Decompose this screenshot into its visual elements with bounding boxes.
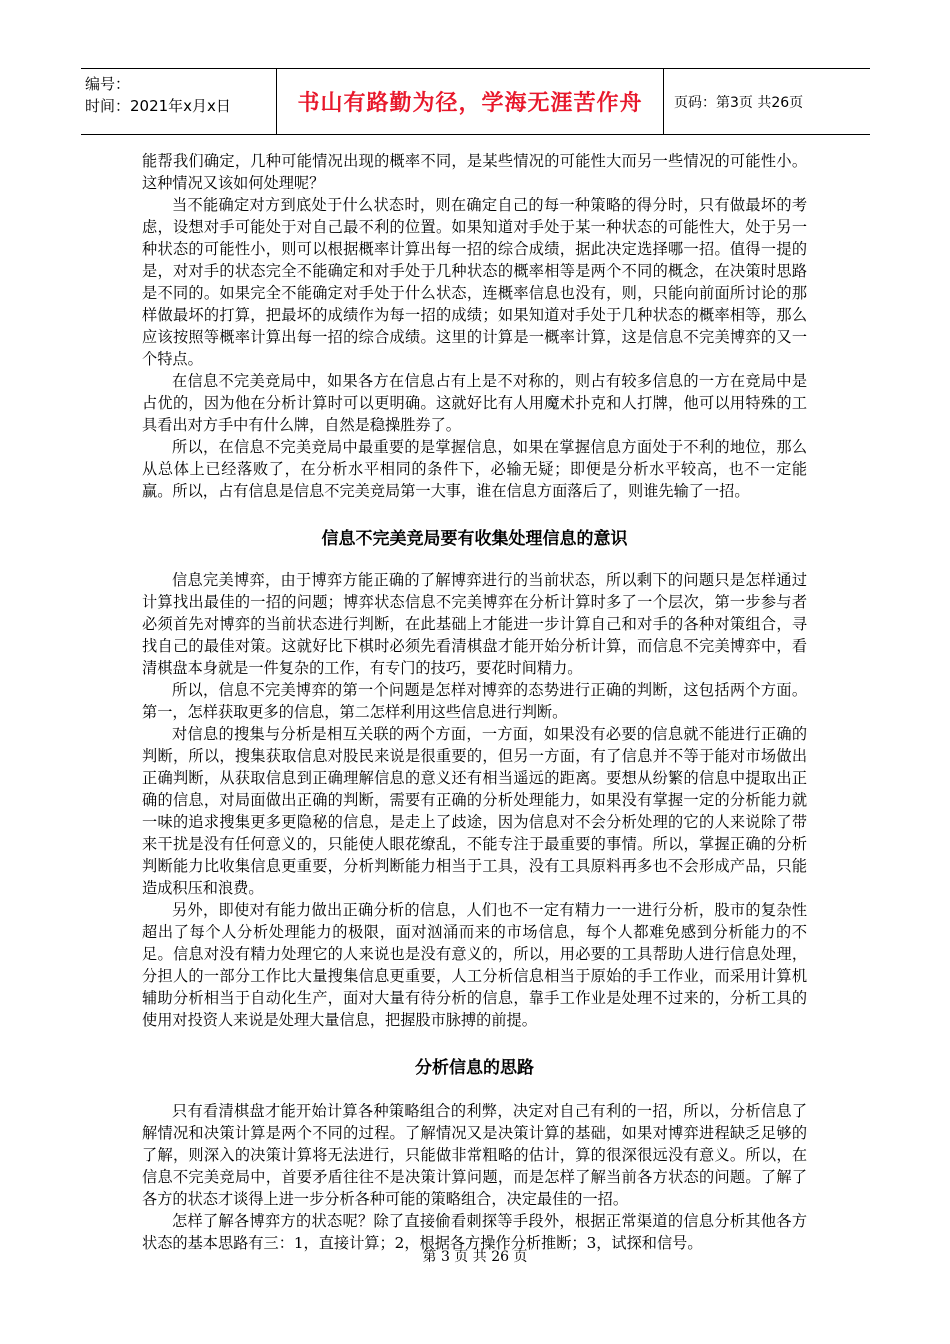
paragraph: 另外，即使对有能力做出正确分析的信息，人们也不一定有精力一一进行分析，股市的复杂性超出了每个人分析处理能力的极限，面对汹涌而来的市场信息，每个人都难免感到分析能力的不足。信息对没有精力处理它的人来说也是没有意义的，所以，用必要的工具帮助人进行信息处理，分担人的一部分工作比大量搜集信息更重要，人工分析信息相当于原始的手工作业，而采用计算机辅助分析相当于自动化生产，面对大量有待分析的信息，靠手工作业是处理不过来的，分析工具的使用对投资人来说是处理大量信息，把握股市脉搏的前提。 — [142, 901, 807, 1029]
paragraph: 信息完美博弈，由于博弈方能正确的了解博弈进行的当前状态，所以剩下的问题只是怎样通过计算找出最佳的一招的问题；博弈状态信息不完美博弈在分析计算时多了一个层次，第一步参与者必须首先对博弈的当前状态进行判断，在此基础上才能进一步计算自己和对手的各种对策组合，寻找自己的最佳对策。这就好比下棋时必须先看清棋盘才能开始分析计算，而信息不完美博弈中，看清棋盘本身就是一件复杂的工作，有专门的技巧，要花时间精力。 — [142, 571, 807, 677]
header-page-info: 页码：第3页 共26页 — [674, 94, 804, 111]
document-number-label: 编号： — [85, 75, 131, 93]
header-motto: 书山有路勤为径，学海无涯苦作舟 — [297, 91, 643, 116]
document-time-label: 时间：2021年x月x日 — [85, 97, 231, 115]
header-motto-cell — [277, 69, 664, 134]
paragraph: 所以，信息不完美博弈的第一个问题是怎样对博弈的态势进行正确的判断，这包括两个方面。第一，怎样获取更多的信息，第二怎样利用这些信息进行判断。 — [142, 681, 807, 721]
paragraph: 只有看清棋盘才能开始计算各种策略组合的利弊，决定对自己有利的一招，所以，分析信息了解情况和决策计算是两个不同的过程。了解情况又是决策计算的基础，如果对博弈进程缺乏足够的了解，则深入的决策计算将无法进行，只能做非常粗略的估计，算的很深很远没有意义。所以，在信息不完美竞局中，首要矛盾往往不是决策计算问题，而是怎样了解当前各方状态的问题。了解了各方的状态才谈得上进一步分析各种可能的策略组合，决定最佳的一招。 — [142, 1102, 807, 1208]
paragraph: 在信息不完美竞局中，如果各方在信息占有上是不对称的，则占有较多信息的一方在竞局中是占优的，因为他在分析计算时可以更明确。这就好比有人用魔术扑克和人打牌，他可以用特殊的工具看出对方手中有什么牌，自然是稳操胜券了。 — [142, 372, 807, 434]
document-body — [142, 150, 807, 1254]
page-header — [81, 68, 870, 135]
paragraph: 怎样了解各博弈方的状态呢？除了直接偷看刺探等手段外，根据正常渠道的信息分析其他各方状态的基本思路有三：1，直接计算；2，根据各方操作分析推断；3，试探和信号。 — [142, 1212, 807, 1252]
page-footer: 第 3 页 共 26 页 — [422, 1249, 528, 1265]
paragraph: 当不能确定对方到底处于什么状态时，则在确定自己的每一种策略的得分时，只有做最坏的考虑，设想对手可能处于对自己最不利的位置。如果知道对手处于某一种状态的可能性大，处于另一种状态的可能性小，则可以根据概率计算出每一招的综合成绩，据此决定选择哪一招。值得一提的是，对对手的状态完全不能确定和对手处于几种状态的概率相等是两个不同的概念，在决策时思路是不同的。如果完全不能确定对手处于什么状态，连概率信息也没有，则，只能向前面所讨论的那样做最坏的打算，把最坏的成绩作为每一招的成绩；如果知道对手处于几种状态的概率相等，那么应该按照等概率计算出每一招的综合成绩。这里的计算是一概率计算，这是信息不完美博弈的又一个特点。 — [142, 196, 807, 368]
paragraph: 所以，在信息不完美竞局中最重要的是掌握信息，如果在掌握信息方面处于不利的地位，那么从总体上已经落败了，在分析水平相同的条件下，必输无疑；即便是分析水平较高，也不一定能赢。所以，占有信息是信息不完美竞局第一大事，谁在信息方面落后了，则谁先输了一招。 — [142, 438, 807, 500]
paragraph: 能帮我们确定，几种可能情况出现的概率不同，是某些情况的可能性大而另一些情况的可能性小。这种情况又该如何处理呢？ — [142, 152, 807, 192]
section-heading: 分析信息的思路 — [415, 1058, 534, 1078]
paragraph: 对信息的搜集与分析是相互关联的两个方面，一方面，如果没有必要的信息就不能进行正确的判断，所以，搜集获取信息对股民来说是很重要的，但另一方面，有了信息并不等于能对市场做出正确判断，从获取信息到正确理解信息的意义还有相当遥远的距离。要想从纷繁的信息中提取出正确的信息，对局面做出正确的判断，需要有正确的分析处理能力，如果没有掌握一定的分析能力就一味的追求搜集更多更隐秘的信息，是走上了歧途，因为信息对不会分析处理的它的人来说除了带来干扰是没有任何意义的，只能使人眼花缭乱，不能专注于最重要的事情。所以，掌握正确的分析判断能力比收集信息更重要，分析判断能力相当于工具，没有工具原料再多也不会形成产品，只能造成积压和浪费。 — [142, 725, 807, 897]
header-meta — [81, 69, 277, 134]
section-heading: 信息不完美竞局要有收集处理信息的意识 — [321, 529, 628, 549]
